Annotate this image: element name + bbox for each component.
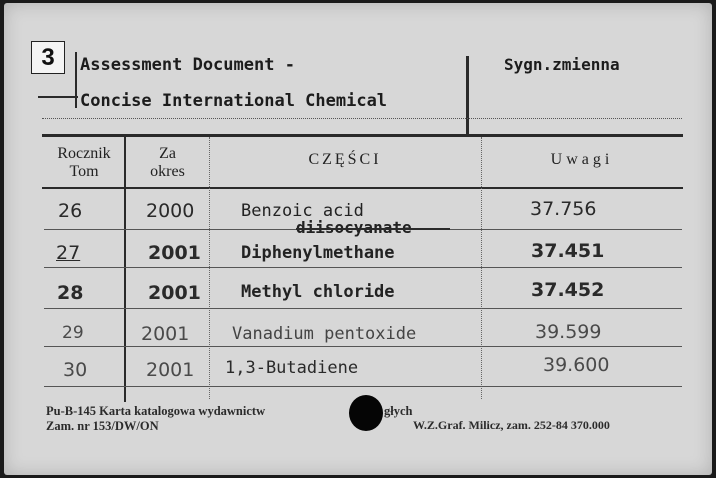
col-header-rocznik-line1: Rocznik (57, 145, 111, 162)
row-rule (44, 386, 682, 387)
table-row-1-part: Benzoic acid (241, 201, 364, 221)
footer-printer: W.Z.Graf. Milicz, zam. 252-84 370.000 (413, 418, 610, 432)
footer-order-number: Zam. nr 153/DW/ON (46, 419, 159, 433)
table-row-4-year: 2001 (141, 323, 190, 345)
col-header-za-okres-line2: okres (150, 163, 185, 180)
table-row-4-part: Vanadium pentoxide (232, 324, 417, 344)
col-header-rocznik (44, 145, 124, 181)
table-row-4-note: 39.599 (535, 321, 602, 343)
title-divider (466, 56, 469, 134)
table-row-2-note: 37.451 (531, 240, 605, 262)
table-row-3-year: 2001 (148, 282, 201, 304)
table-row-5-tom: 30 (63, 359, 88, 381)
table-row-3-note: 37.452 (531, 279, 605, 301)
okres-column-rule (209, 137, 210, 399)
table-row-5-part: 1,3-Butadiene (225, 358, 359, 378)
table-row-2-year: 2001 (148, 242, 201, 264)
card-number-badge: 3 (31, 41, 65, 74)
title-left-rule (75, 52, 77, 108)
col-header-za-okres-line1: Za (159, 145, 176, 162)
title-underline-stub (38, 96, 78, 98)
table-row-1-year: 2000 (146, 200, 195, 222)
table-header-rule (42, 187, 683, 189)
table-row-2-part: Diphenylmethane (241, 243, 395, 263)
table-top-rule (42, 134, 683, 137)
table-row-5-year: 2001 (146, 359, 195, 381)
uwagi-column-rule (481, 137, 482, 399)
footer-print-line1-end: głych (384, 404, 413, 418)
document-title-line2: Concise International Chemical (80, 91, 388, 111)
row-rule (44, 308, 682, 309)
header-dotted-rule (42, 118, 682, 119)
footer-print-line1: Pu-B-145 Karta katalogowa wydawnictw (46, 404, 266, 418)
punch-hole (349, 395, 383, 431)
col-header-rocznik-line2: Tom (69, 163, 99, 180)
col-header-za-okres (126, 145, 209, 181)
col-header-uwagi: Uwagi (550, 151, 614, 168)
table-row-3-tom: 28 (57, 282, 84, 304)
table-row-1-note: 37.756 (530, 198, 597, 220)
row-rule (44, 346, 682, 347)
table-row-3-part: Methyl chloride (241, 282, 395, 302)
table-row-4-tom: 29 (62, 323, 84, 343)
table-row-2-tom: 27 (56, 242, 81, 264)
document-title-line1: Assessment Document - (80, 55, 295, 75)
table-row-5-note: 39.600 (543, 354, 610, 376)
row-rule (44, 267, 682, 268)
strike-through-line (296, 228, 450, 230)
table-row-1-tom: 26 (58, 200, 83, 222)
col-header-czesci: CZĘŚCI (308, 151, 382, 168)
sygn-label: Sygn.zmienna (504, 55, 620, 74)
